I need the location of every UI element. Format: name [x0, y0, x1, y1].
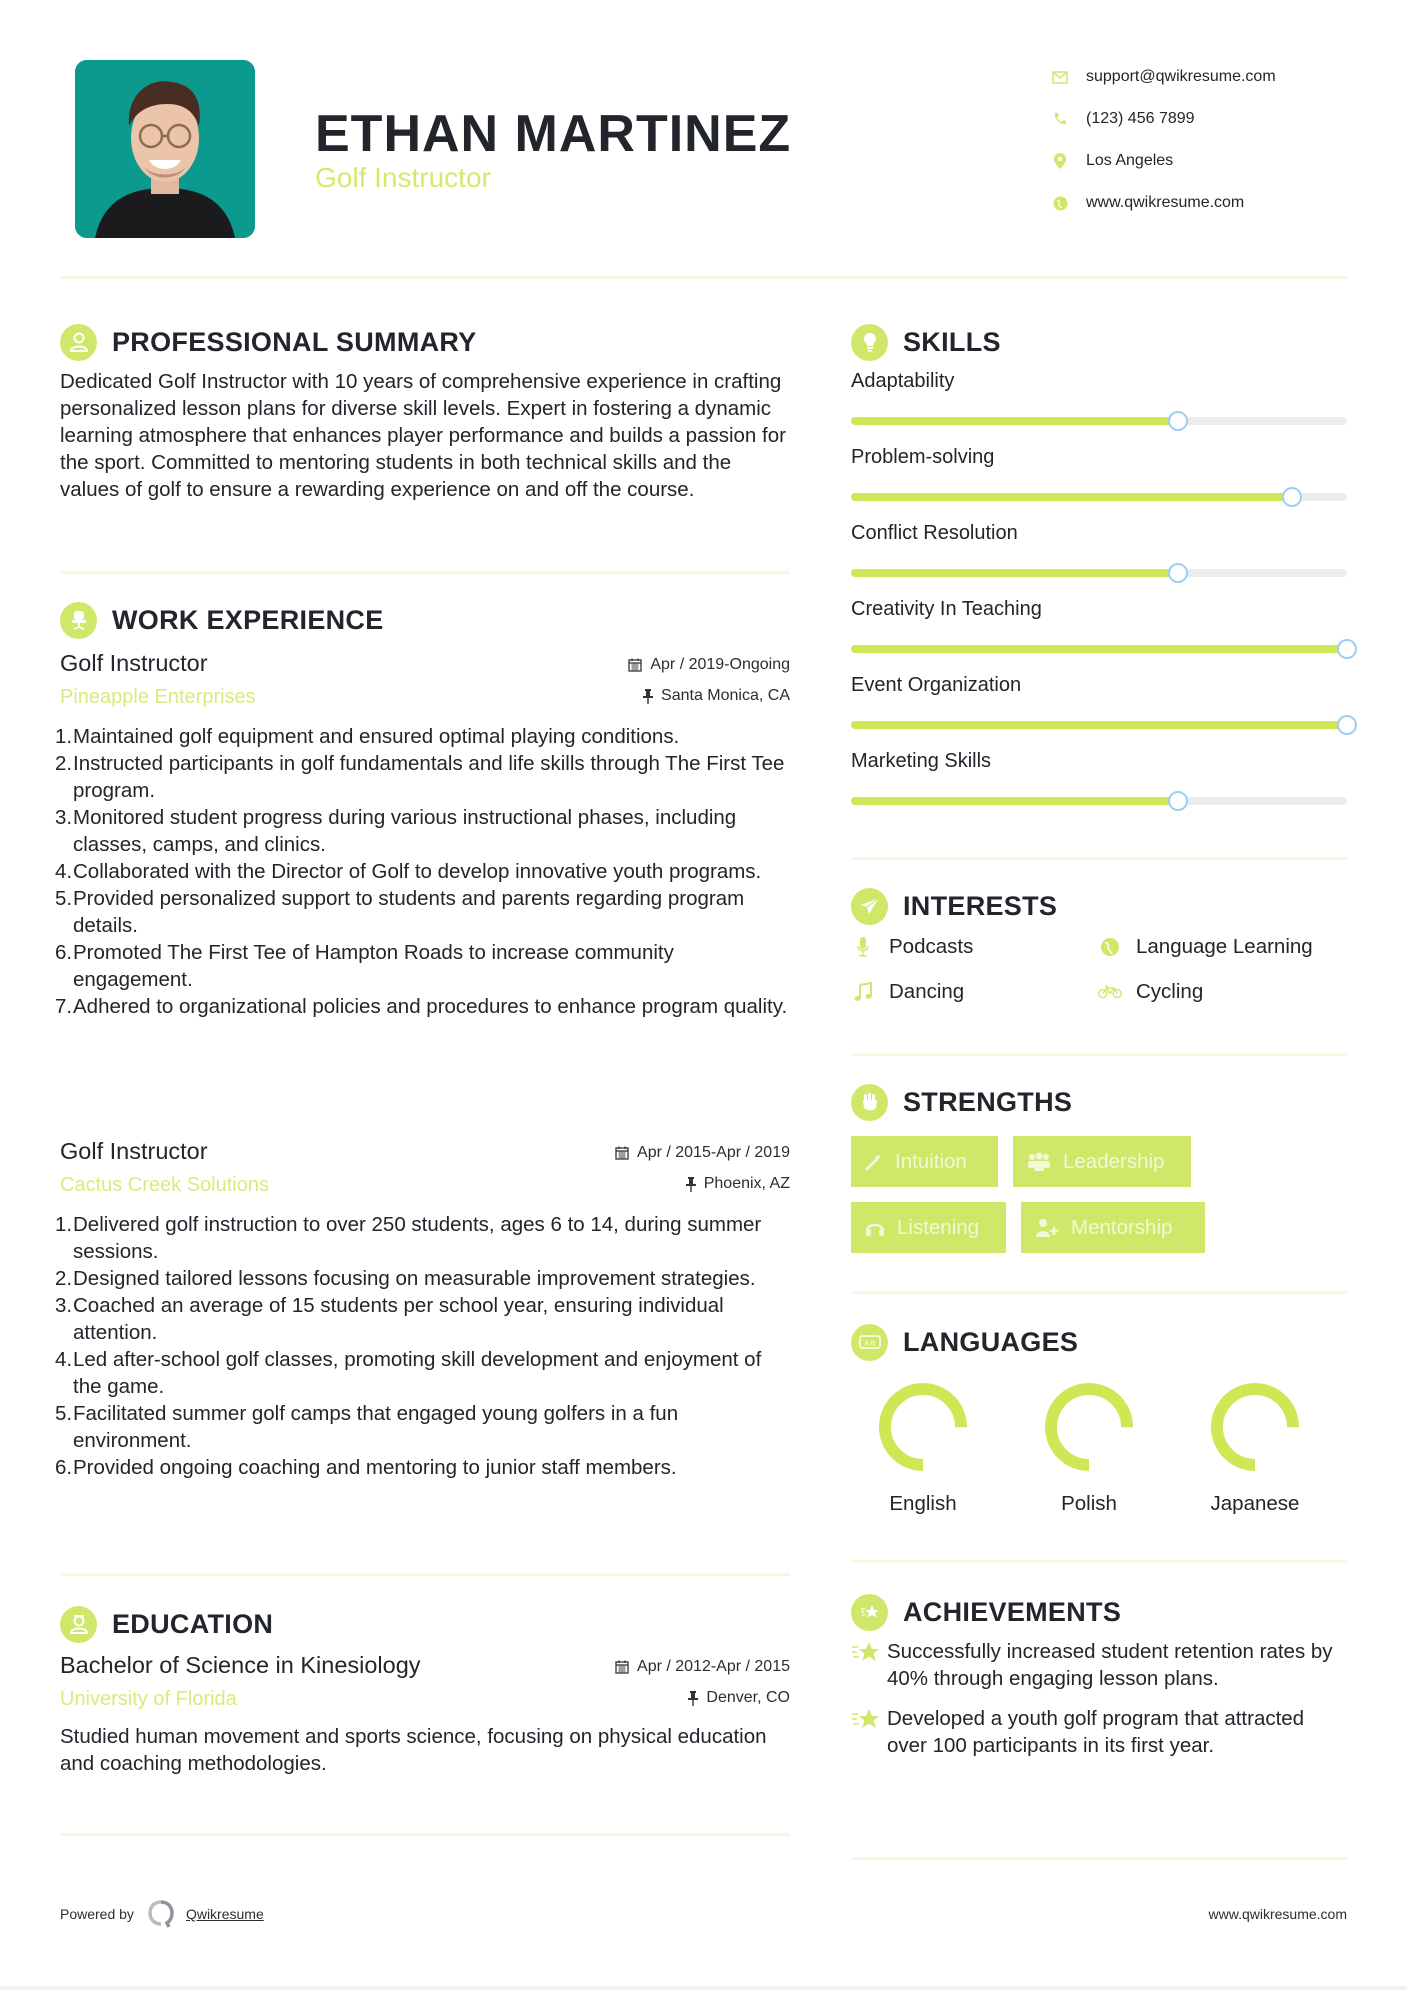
duty-item: 1. Delivered golf instruction to over 250 students, ages 6 to 14, during summer sessions.	[55, 1213, 762, 1263]
languages-section	[851, 1322, 1347, 1516]
skill-item	[851, 598, 1347, 674]
section-heading	[851, 1322, 1347, 1362]
section-divider	[851, 1053, 1347, 1056]
graduate-icon	[60, 1606, 97, 1643]
section-title: WORK EXPERIENCE	[112, 604, 384, 635]
achievements-section	[851, 1592, 1347, 1759]
achievement-text: Successfully increased student retention rates by 40% through engaging lesson plans.	[887, 1640, 1333, 1690]
skill-label: Creativity In Teaching	[851, 598, 1042, 620]
profile-photo	[75, 60, 255, 238]
microphone-icon	[851, 937, 875, 957]
calendar-icon	[615, 1146, 629, 1160]
section-title: ACHIEVEMENTS	[903, 1596, 1122, 1627]
bicycle-icon	[1098, 984, 1122, 1000]
language-label: Polish	[1061, 1492, 1117, 1515]
strength-label: Listening	[897, 1215, 980, 1239]
duty-item: 5. Facilitated summer golf camps that engaged young golfers in a fun environment.	[55, 1402, 679, 1452]
strength-tag	[1013, 1136, 1191, 1187]
section-heading	[851, 1082, 1347, 1122]
skill-label: Conflict Resolution	[851, 522, 1018, 544]
job-entry	[55, 650, 790, 1020]
calendar-icon	[628, 658, 642, 672]
strengths-tags	[851, 1136, 1347, 1253]
interest-item	[1098, 932, 1347, 961]
skill-knob	[1282, 487, 1302, 507]
music-note-icon	[851, 982, 875, 1002]
job-duties-list	[55, 1211, 790, 1481]
language-progress-ring	[1044, 1382, 1134, 1472]
section-title: LANGUAGES	[903, 1326, 1079, 1357]
shooting-star-icon	[851, 1707, 887, 1759]
user-icon	[60, 324, 97, 361]
contact-list	[1050, 56, 1370, 224]
section-heading	[60, 600, 790, 640]
section-heading	[851, 1592, 1347, 1632]
skill-label: Problem-solving	[851, 446, 995, 468]
section-heading	[60, 1604, 790, 1644]
language-progress-ring	[878, 1382, 968, 1472]
interests-section	[851, 886, 1347, 1006]
section-divider	[60, 1573, 790, 1576]
language-item	[1172, 1382, 1338, 1516]
education-location-text: Denver, CO	[706, 1689, 790, 1706]
magic-wand-icon	[865, 1153, 883, 1171]
pushpin-icon	[688, 1691, 698, 1706]
strength-tag	[851, 1136, 998, 1187]
skill-bar	[851, 569, 1347, 577]
duty-item: 5. Provided personalized support to students and parents regarding program details.	[55, 887, 745, 937]
duty-item: 4. Led after-school golf classes, promoting skill development and enjoyment of the game.	[55, 1348, 762, 1398]
section-divider	[851, 857, 1347, 860]
section-heading	[851, 322, 1347, 362]
duty-item: 2. Designed tailored lessons focusing on measurable improvement strategies.	[55, 1267, 756, 1290]
group-icon	[1027, 1152, 1051, 1172]
contact-phone-text: (123) 456 7899	[1086, 110, 1195, 127]
interest-item	[851, 932, 1098, 961]
achievement-item	[851, 1705, 1347, 1759]
skills-section	[851, 322, 1347, 826]
duty-item: 2. Instructed participants in golf fundamentals and life skills through The First Tee program.	[55, 752, 785, 802]
strength-label: Mentorship	[1071, 1215, 1173, 1239]
skill-bar	[851, 417, 1347, 425]
section-title: SKILLS	[903, 326, 1001, 357]
interest-item	[851, 977, 1098, 1006]
contact-location	[1050, 140, 1370, 182]
section-divider	[851, 1857, 1347, 1860]
skill-label: Marketing Skills	[851, 750, 992, 772]
work-experience-section	[55, 600, 790, 1020]
job-location	[628, 687, 790, 705]
skill-item	[851, 370, 1347, 446]
section-title: INTERESTS	[903, 890, 1058, 921]
education-section	[60, 1604, 790, 1777]
job-location	[615, 1175, 790, 1193]
languages-list	[851, 1382, 1347, 1516]
strength-label: Leadership	[1063, 1149, 1165, 1173]
interests-list	[851, 932, 1347, 1006]
summary-text: Dedicated Golf Instructor with 10 years of comprehensive experience in crafting personalized lesson plans for diverse skill levels. Expert in fostering a dynamic learning atmosphere that enhances player performance and builds a passion for the sport. Committed to mentoring students in both technical skills and the values of golf to ensure a rewarding experience on and off the course.	[60, 370, 786, 501]
education-dates	[615, 1658, 790, 1676]
map-pin-icon	[1050, 151, 1070, 171]
office-chair-icon	[60, 602, 97, 639]
contact-website-text: www.qwikresume.com	[1086, 194, 1245, 211]
section-title: STRENGTHS	[903, 1086, 1073, 1117]
headphones-icon	[865, 1219, 885, 1237]
duty-item: 3. Monitored student progress during various instructional phases, including classes, camps, and clinics.	[55, 806, 737, 856]
language-progress-ring	[1210, 1382, 1300, 1472]
achievement-text: Developed a youth golf program that attracted over 100 participants in its first year.	[887, 1707, 1305, 1757]
person-portrait-icon	[75, 60, 255, 238]
job-dates	[628, 656, 790, 674]
contact-location-text: Los Angeles	[1086, 152, 1174, 169]
job-company: Pineapple Enterprises	[60, 686, 256, 708]
section-divider	[851, 1560, 1347, 1563]
language-item	[840, 1382, 1006, 1516]
contact-website[interactable]	[1050, 182, 1370, 224]
skill-bar	[851, 493, 1347, 501]
phone-icon	[1050, 109, 1070, 129]
skill-bar	[851, 721, 1347, 729]
contact-email[interactable]	[1050, 56, 1370, 98]
interest-label: Dancing	[889, 979, 965, 1003]
contact-email-text: support@qwikresume.com	[1086, 68, 1276, 85]
job-dates-text: Apr / 2019-Ongoing	[650, 656, 790, 673]
duty-item: 6. Provided ongoing coaching and mentoring to junior staff members.	[55, 1456, 677, 1479]
interest-item	[1098, 977, 1347, 1006]
page-bottom-edge	[0, 1986, 1407, 1990]
degree-title: Bachelor of Science in Kinesiology	[60, 1652, 421, 1678]
skill-label: Adaptability	[851, 370, 955, 392]
duty-item: 7. Adhered to organizational policies and procedures to enhance program quality.	[55, 995, 788, 1018]
job-company: Cactus Creek Solutions	[60, 1174, 269, 1196]
language-item	[1006, 1382, 1172, 1516]
skill-knob	[1337, 715, 1357, 735]
strength-tag	[851, 1202, 1006, 1253]
section-heading	[851, 886, 1347, 926]
skill-bar	[851, 645, 1347, 653]
pushpin-icon	[686, 1177, 696, 1192]
qwikresume-logo-icon	[148, 1900, 174, 1928]
duty-item: 6. Promoted The First Tee of Hampton Roads to increase community engagement.	[55, 941, 674, 991]
skill-knob	[1168, 563, 1188, 583]
raised-fist-icon	[851, 1084, 888, 1121]
education-dates-text: Apr / 2012-Apr / 2015	[637, 1658, 790, 1675]
skill-item	[851, 446, 1347, 522]
pushpin-icon	[643, 689, 653, 704]
section-heading	[60, 322, 790, 362]
candidate-name: ETHAN MARTINEZ	[315, 105, 792, 163]
job-location-text: Santa Monica, CA	[661, 687, 790, 704]
skill-item	[851, 674, 1347, 750]
duty-item: 4. Collaborated with the Director of Golf to develop innovative youth programs.	[55, 860, 762, 883]
duty-item: 1. Maintained golf equipment and ensured optimal playing conditions.	[55, 725, 680, 748]
lightbulb-icon	[851, 324, 888, 361]
powered-by-label: Powered by	[60, 1906, 134, 1922]
school-name: University of Florida	[60, 1688, 237, 1710]
interest-label: Language Learning	[1136, 934, 1313, 958]
interest-label: Podcasts	[889, 934, 974, 958]
paper-plane-icon	[851, 888, 888, 925]
language-keyboard-icon	[851, 1324, 888, 1361]
achievement-item	[851, 1638, 1347, 1692]
skill-label: Event Organization	[851, 674, 1022, 696]
job-title: Golf Instructor	[60, 1138, 208, 1164]
skill-knob	[1337, 639, 1357, 659]
strength-tag	[1021, 1202, 1205, 1253]
svg-text:A B: A B	[864, 1340, 875, 1348]
language-label: Japanese	[1210, 1492, 1300, 1515]
contact-phone[interactable]	[1050, 98, 1370, 140]
duty-item: 3. Coached an average of 15 students per school year, ensuring individual attention.	[55, 1294, 724, 1344]
strength-label: Intuition	[895, 1149, 967, 1173]
envelope-icon	[1050, 67, 1070, 87]
section-divider	[851, 1291, 1347, 1294]
professional-summary-section	[60, 322, 790, 503]
section-title: PROFESSIONAL SUMMARY	[112, 326, 477, 357]
section-title: EDUCATION	[112, 1608, 274, 1639]
section-divider	[60, 571, 790, 574]
job-dates	[615, 1144, 790, 1162]
job-title: Golf Instructor	[60, 650, 208, 676]
qwikresume-link[interactable]: Qwikresume	[185, 1906, 264, 1922]
language-label: English	[889, 1492, 957, 1515]
education-description: Studied human movement and sports science, focusing on physical education and coaching methodologies.	[60, 1725, 767, 1775]
job-duties-list	[55, 723, 790, 1020]
shooting-star-icon	[851, 1640, 887, 1692]
education-location	[615, 1689, 790, 1707]
job-entry	[55, 1138, 790, 1481]
candidate-role: Golf Instructor	[315, 162, 491, 193]
add-user-icon	[1035, 1218, 1059, 1238]
header-divider	[60, 276, 1347, 279]
globe-icon	[1098, 937, 1122, 957]
job-dates-text: Apr / 2015-Apr / 2019	[637, 1144, 790, 1161]
footer-website[interactable]: www.qwikresume.com	[1208, 1906, 1347, 1922]
globe-icon	[1050, 193, 1070, 213]
strengths-section	[851, 1082, 1347, 1268]
skill-item	[851, 750, 1347, 826]
shooting-star-icon	[851, 1594, 888, 1631]
skill-item	[851, 522, 1347, 598]
skills-list	[851, 370, 1347, 826]
skill-knob	[1168, 791, 1188, 811]
skill-knob	[1168, 411, 1188, 431]
skill-bar	[851, 797, 1347, 805]
powered-by	[60, 1900, 264, 1928]
job-location-text: Phoenix, AZ	[703, 1175, 790, 1192]
calendar-icon	[615, 1660, 629, 1674]
section-divider	[60, 1833, 790, 1836]
interest-label: Cycling	[1136, 979, 1204, 1003]
